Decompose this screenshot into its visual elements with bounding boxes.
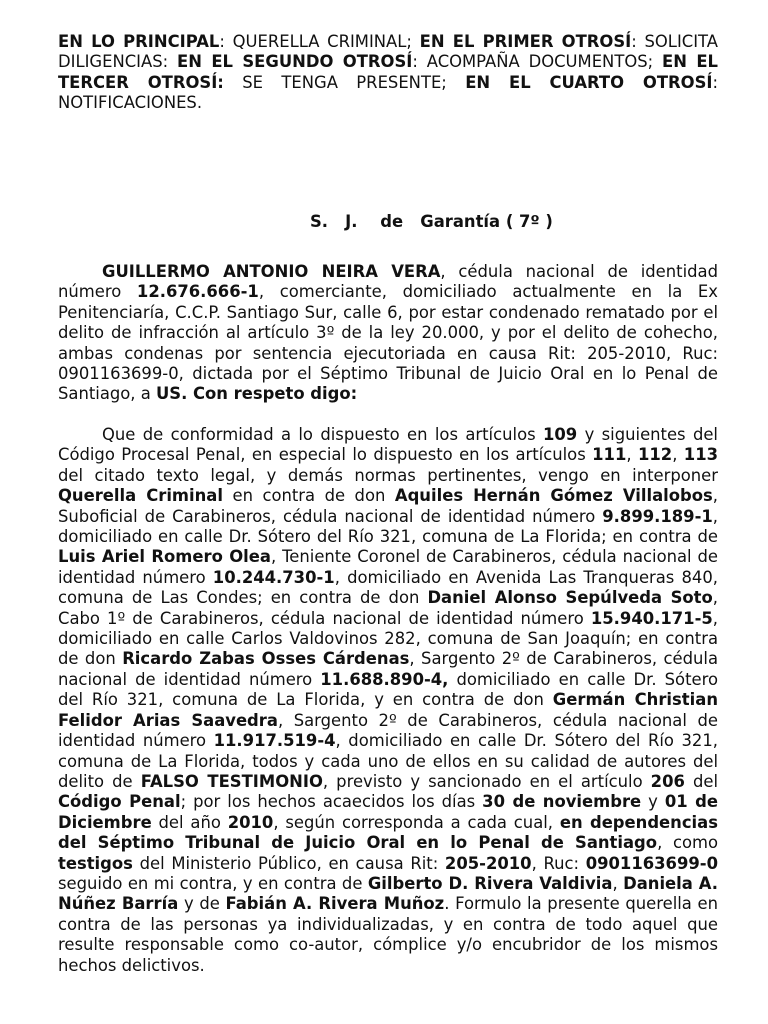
bold-text-run: EN EL TERCER OTROSÍ: <box>58 52 718 92</box>
bold-text-run: Luis Ariel Romero Olea <box>58 547 271 567</box>
text-run: , domiciliado en calle Carlos Valdovinos 282, comuna de San Joaquín; en contra de don <box>58 608 718 669</box>
text-run: : NOTIFICACIONES. <box>58 72 719 113</box>
text-run: domiciliado en calle Dr. Sótero del Río 321, comuna de La Florida, y en contra de don <box>58 669 718 710</box>
bold-text-run: 0901163699-0 <box>585 853 718 873</box>
text-run: SE TENGA PRESENTE; <box>223 72 466 92</box>
bold-text-run: Querella Criminal <box>58 486 223 506</box>
document-page <box>58 32 719 975</box>
text-run: , Suboficial de Carabineros, cédula nacional de identidad número <box>58 486 718 526</box>
bold-text-run: 12.676.666-1 <box>136 282 259 302</box>
text-run: , Sargento 2º de Carabineros, cédula nacional de identidad número <box>58 649 719 689</box>
text-run: , como <box>657 833 718 853</box>
text-run: : QUERELLA CRIMINAL; <box>219 32 420 51</box>
text-run: , previsto y sancionado en el artículo <box>322 771 651 791</box>
paragraph-querella <box>58 425 718 976</box>
bold-text-run: GUILLERMO ANTONIO NEIRA VERA <box>102 262 441 281</box>
bold-text-run: EN EL PRIMER OTROSÍ <box>419 32 632 51</box>
text-run: seguido en mi contra, y en contra de <box>58 873 368 893</box>
bold-text-run: Fabián A. Rivera Muñoz <box>225 894 445 914</box>
text-run: , Sargento 2º de Carabineros, cédula nacional de identidad número <box>58 710 718 751</box>
text-run: ; por los hechos acaecidos los días <box>180 792 483 812</box>
text-run: : SOLICITA DILIGENCIAS: <box>58 32 719 72</box>
bold-text-run: EN EL CUARTO OTROSÍ <box>465 72 713 92</box>
bold-text-run: Código Penal <box>58 792 181 812</box>
text-run: del citado texto legal, y demás normas pertinentes, vengo en interponer <box>58 465 718 485</box>
bold-text-run: FALSO TESTIMONIO <box>140 771 323 791</box>
bold-text-run: 206 <box>650 771 685 791</box>
bold-text-run: 01 de Diciembre <box>58 792 719 832</box>
bold-text-run: US. Con respeto digo: <box>155 384 358 404</box>
text-run: . Formulo la presente querella en contra de las personas ya individualizadas, y en contra de todo aquel que resulte responsable como co-autor, cómplice y/o encubridor de los mismos hechos delictivos. <box>58 894 718 975</box>
text-run: y siguientes del Código Procesal Penal, en especial lo dispuesto en los artículos <box>58 425 718 465</box>
text-run: , <box>626 445 638 465</box>
bold-text-run: Daniel Alonso Sepúlveda Soto <box>427 588 713 608</box>
bold-text-run: 11.917.519-4 <box>213 731 336 751</box>
text-run: del año <box>151 812 228 832</box>
paragraph-comparecencia <box>58 262 718 405</box>
text-run: , según corresponda a cada cual, <box>273 812 560 832</box>
bold-text-run: 109 <box>543 425 578 444</box>
bold-text-run: EN EL SEGUNDO OTROSÍ <box>177 52 413 72</box>
bold-text-run: en dependencias del Séptimo Tribunal de Juicio Oral en lo Penal de Santiago <box>58 812 718 853</box>
bold-text-run: Ricardo Zabas Osses Cárdenas <box>122 649 410 669</box>
text-run: , domiciliado en Avenida Las Tranqueras 840, comuna de Las Condes; en contra de don <box>58 567 718 608</box>
text-run: del <box>684 771 718 791</box>
text-run: y <box>641 792 665 812</box>
bold-text-run: testigos <box>58 853 133 873</box>
text-run: del Ministerio Público, en causa Rit: <box>132 853 445 873</box>
text-run: en contra de don <box>222 486 395 506</box>
bold-text-run: 205-2010 <box>444 853 532 873</box>
text-run: , domiciliado en calle Dr. Sótero del Río 321, comuna de La Florida, todos y cada uno de ellos en su calidad de autores del delito de <box>58 731 718 791</box>
sumilla-heading <box>58 32 718 114</box>
bold-text-run: 9.899.189-1 <box>602 506 713 526</box>
bold-text-run: 11.688.890-4, <box>320 669 449 689</box>
text-run: , Cabo 1º de Carabineros, cédula nacional de identidad número <box>58 588 718 628</box>
text-run: , Ruc: <box>531 853 586 873</box>
bold-text-run: 10.244.730-1 <box>212 567 335 587</box>
bold-text-run: 15.940.171-5 <box>590 608 713 628</box>
text-run: : ACOMPAÑA DOCUMENTOS; <box>412 52 663 72</box>
court-heading: S. J. de Garantía ( 7º ) <box>310 212 553 231</box>
text-run: , Teniente Coronel de Carabineros, cédula nacional de identidad número <box>58 547 718 587</box>
bold-text-run: 2010 <box>227 812 274 832</box>
bold-text-run: 111 <box>592 445 627 465</box>
text-run: , <box>612 873 624 893</box>
bold-text-run: EN LO PRINCIPAL <box>58 32 220 51</box>
bold-text-run: Aquiles Hernán Gómez Villalobos <box>394 486 713 506</box>
bold-text-run: Germán Christian Felidor Arias Saavedra <box>58 690 718 730</box>
text-run: y de <box>178 894 226 914</box>
bold-text-run: 30 de noviembre <box>482 792 642 812</box>
bold-text-run: Daniela A. Núñez Barría <box>58 873 718 914</box>
text-run: Que de conformidad a lo dispuesto en los artículos <box>102 425 543 444</box>
bold-text-run: Gilberto D. Rivera Valdivia <box>367 873 613 893</box>
bold-text-run: 112 <box>637 445 673 465</box>
bold-text-run: 113 <box>683 445 719 465</box>
text-run: , cédula nacional de identidad número <box>58 262 718 302</box>
text-run: , domiciliado en calle Dr. Sótero del Río 321, comuna de La Florida; en contra de <box>58 506 718 547</box>
text-run: , comerciante, domiciliado actualmente en la Ex Penitenciaría, C.C.P. Santiago Sur, calle 6, por estar condenado rematado por el delito de infracción al artículo 3º de la ley 20.000, y por el delito de cohecho, ambas condenas por sentencia ejecutoriada en causa Rit: 205-2010, Ruc: 0901163699-0, dictada por el Séptimo Tribunal de Juicio Oral en lo Penal de Santiago, a <box>58 282 718 404</box>
text-run: , <box>672 445 684 465</box>
